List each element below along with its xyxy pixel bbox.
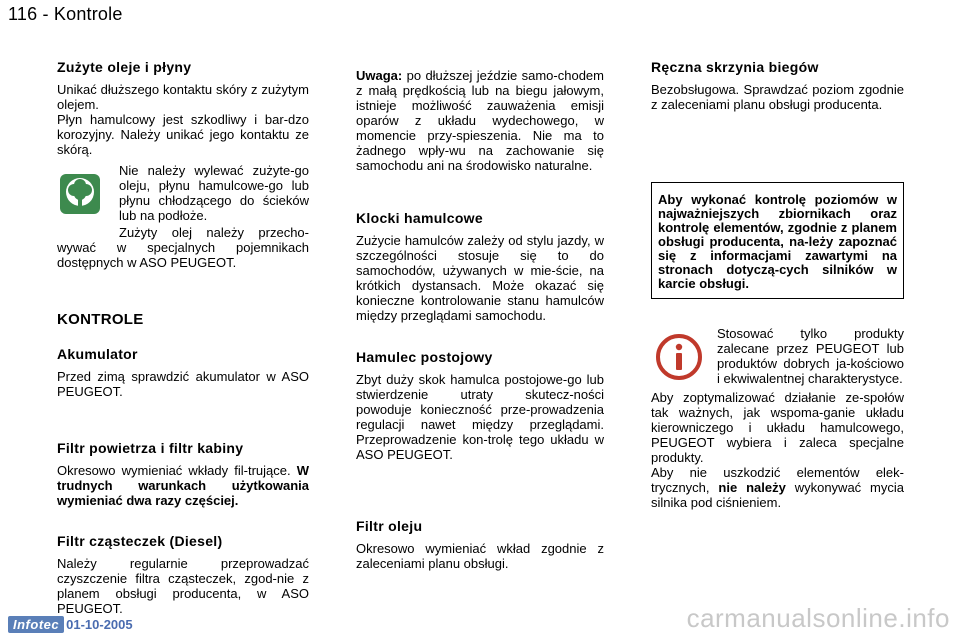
info-icon [656, 334, 702, 380]
section-title-brake-pads: Klocki hamulcowe [356, 210, 483, 226]
note-storage: Zużyty olej należy przecho-wywać w specjalnych pojemnikach dostępnych w ASO PEUGEOT. [57, 225, 309, 270]
column-right-lower [651, 326, 904, 510]
column-left [57, 60, 309, 616]
section-title-parking-brake: Hamulec postojowy [356, 349, 493, 365]
main-heading-kontrole: KONTROLE [57, 311, 144, 328]
paragraph-skin-contact: Unikać dłuższego kontaktu skóry z zużytym olejem. [57, 82, 309, 112]
engine-wash-text-c: wykonywać mycia silnika pod ciśnieniem. [651, 480, 904, 510]
section-title-used-oils: Zużyte oleje i płyny [57, 59, 192, 75]
engine-wash-emphasis: nie należy [718, 480, 786, 495]
paragraph-manual-gearbox: Bezobsługowa. Sprawdzać poziom zgodnie z zaleceniami planu obsługi producenta. [651, 82, 904, 112]
page-header-separator: - [42, 4, 49, 24]
paragraph-exhaust-note [356, 68, 604, 173]
section-title-air-filter: Filtr powietrza i filtr kabiny [57, 440, 244, 456]
section-title-oil-filter: Filtr oleju [356, 518, 423, 534]
note-do-not-pour: Nie należy wylewać zużyte-go oleju, płynu hamulcowe-go lub płynu chłodzącego do ścieków lub na podłoże. [119, 163, 309, 223]
info-box-text: Aby wykonać kontrolę poziomów w najważniejszych zbiornikach oraz kontrolę elementów, zgodnie z planem obsługi producenta, na-leży zapoznać się z informacjami zawartymi na stronach dotyczą-cych silników w karcie obsługi. [658, 192, 897, 291]
section-title-manual-gearbox: Ręczna skrzynia biegów [651, 59, 819, 75]
environment-note [57, 163, 309, 225]
section-title-particle-filter: Filtr cząsteczek (Diesel) [57, 533, 223, 549]
air-filter-text: Okresowo wymieniać wkłady fil-trujące. [57, 463, 291, 478]
engine-wash-text-a: Aby nie uszkodzić elementów elek-trycznych, [651, 465, 904, 495]
page-title: Kontrole [53, 4, 123, 24]
page-number: 116 [8, 4, 38, 24]
column-right [651, 60, 904, 112]
paragraph-brake-pads: Zużycie hamulców zależy od stylu jazdy, w szczególności stosuje się to do samochodów, używanych w mie-ście, na krótkich dystansach. Może okazać się konieczne kontrolowanie stanu hamulców między przeglądami samochodu. [356, 233, 604, 323]
footer [8, 614, 133, 634]
products-note [651, 326, 904, 390]
infotec-logo: Infotec [8, 616, 64, 633]
paragraph-air-filter [57, 463, 309, 508]
paragraph-battery: Przed zimą sprawdzić akumulator w ASO PEUGEOT. [57, 369, 309, 399]
paragraph-parking-brake: Zbyt duży skok hamulca postojowe-go lub stwierdzenie utraty skutecz-ności powoduje konieczność prze-prowadzenia regulacji nawet między przeglądami. Przeprowadzenie kon-trolę tego układu w ASO PEUGEOT. [356, 372, 604, 462]
footer-date: 01-10-2005 [66, 616, 133, 632]
info-box-levels [651, 182, 904, 299]
watermark: carmanualsonline.info [686, 603, 950, 633]
paragraph-oil-filter: Okresowo wymieniać wkład zgodnie z zaleceniami planu obsługi. [356, 541, 604, 571]
section-title-battery: Akumulator [57, 346, 138, 362]
paragraph-special-products: Aby zoptymalizować działanie ze-społów tak ważnych, jak wspoma-ganie układu kierowniczego i układu hamulcowego, PEUGEOT wybiera i zaleca specjalne produkty. [651, 390, 904, 465]
environment-tree-icon [57, 171, 103, 217]
products-note-text: Stosować tylko produkty zalecane przez PEUGEOT lub produktów dobrych ja-kościowo i ekwiwalentnej charakterystyce. [717, 326, 904, 386]
column-middle [356, 68, 604, 571]
air-filter-emphasis: W trudnych warunkach użytkowania wymieniać dwa razy częściej. [57, 463, 309, 508]
page-header [8, 4, 123, 25]
paragraph-engine-wash [651, 465, 904, 510]
note-text: po dłuższej jeździe samo-chodem z małą prędkością lub na biegu jałowym, istnieje możliwość zauważenia emisji oparów z układu wydechowego, w momencie przy-spieszenia. Nie ma to żadnego wpły-wu na zachowanie się samochodu ani na środowisko naturalne. [356, 68, 604, 173]
note-label: Uwaga: [356, 68, 403, 83]
paragraph-brake-fluid: Płyn hamulcowy jest szkodliwy i bar-dzo korozyjny. Należy unikać jego kontaktu ze skórą. [57, 112, 309, 157]
paragraph-particle-filter: Należy regularnie przeprowadzać czyszczenie filtra cząsteczek, zgod-nie z planem obsługi producenta, w ASO PEUGEOT. [57, 556, 309, 616]
